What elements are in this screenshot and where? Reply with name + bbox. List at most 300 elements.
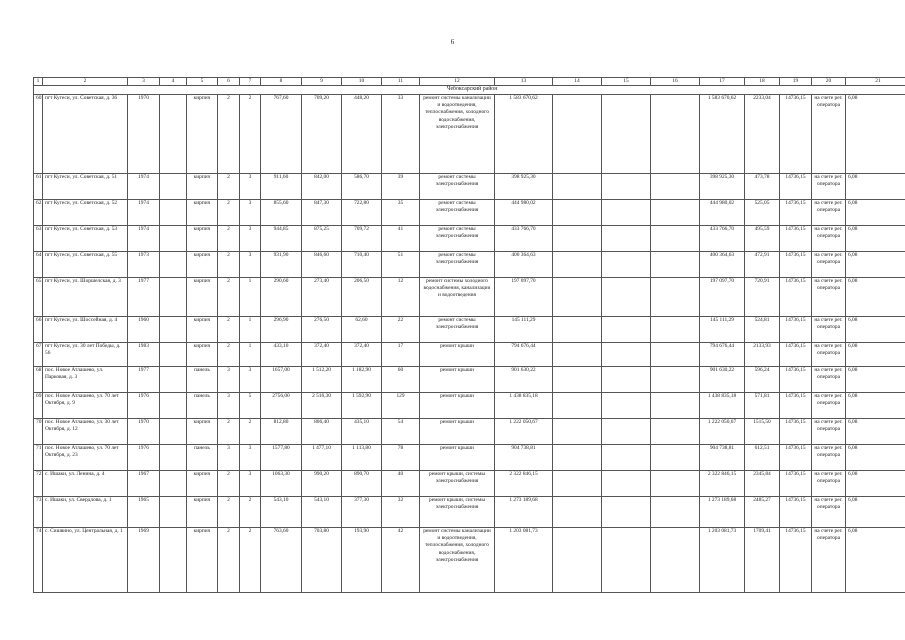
address-cell: пгт Кугеси, ул. 30 лет Победы, д. 56: [43, 343, 128, 367]
owned-area-cell: 435,10: [342, 419, 382, 445]
living-area-cell: 273,40: [302, 278, 342, 317]
owned-area-cell: 586,70: [342, 174, 382, 200]
unit-cost-cell: 720,91: [745, 278, 780, 317]
empty-cell: [651, 419, 700, 445]
table-row: [34, 252, 905, 278]
table-row: [34, 528, 905, 593]
total-area-cell: 763,60: [261, 528, 302, 593]
entrances-cell: 3: [240, 200, 261, 226]
empty-cell: [553, 445, 602, 471]
owned-area-cell: 206,50: [342, 278, 382, 317]
living-area-cell: 847,30: [302, 200, 342, 226]
empty-cell: [160, 317, 187, 343]
limit-cell: 14736,15: [780, 252, 812, 278]
owned-area-cell: 709,72: [342, 226, 382, 252]
work-type-cell: ремонт системы электроснабжения: [420, 317, 495, 343]
section-row: [34, 86, 905, 95]
year-built-cell: 1974: [128, 174, 160, 200]
floors-cell: 2: [218, 528, 240, 593]
address-cell: пгт Кугеси, ул. Советская, д. 51: [43, 174, 128, 200]
column-number-cell: 3: [128, 78, 160, 86]
limit-cell: 14736,15: [780, 393, 812, 419]
floors-cell: 3: [218, 367, 240, 393]
fund-method-cell: на счете рег. оператора: [812, 393, 846, 419]
limit-cell: 14736,15: [780, 317, 812, 343]
residents-cell: 35: [382, 200, 420, 226]
unit-cost-cell: 495,59: [745, 226, 780, 252]
empty-cell: [651, 471, 700, 497]
unit-cost-cell: 571,81: [745, 393, 780, 419]
living-area-cell: 846,60: [302, 252, 342, 278]
year-built-cell: 1976: [128, 445, 160, 471]
table-row: [34, 174, 905, 200]
empty-cell: [651, 200, 700, 226]
empty-cell: [651, 278, 700, 317]
work-type-cell: ремонт крыши: [420, 393, 495, 419]
fund-method-cell: на счете рег. оператора: [812, 497, 846, 528]
empty-cell: [602, 317, 651, 343]
year-built-cell: 1967: [128, 471, 160, 497]
floors-cell: 2: [218, 95, 240, 174]
total-area-cell: 855,60: [261, 200, 302, 226]
residents-cell: 51: [382, 252, 420, 278]
year-built-cell: 1977: [128, 367, 160, 393]
planned-year-cell: 6,08: [846, 278, 905, 317]
fund-method-cell: на счете рег. оператора: [812, 174, 846, 200]
table-row: [34, 471, 905, 497]
row-number: 65: [34, 278, 43, 317]
planned-year-cell: 6,08: [846, 226, 905, 252]
planned-year-cell: 6,08: [846, 419, 905, 445]
cost-cell: 1 222 050,67: [495, 419, 553, 445]
cost-cell: 145 111,29: [495, 317, 553, 343]
entrances-cell: 1: [240, 343, 261, 367]
total-cost-cell: 398 925,30: [700, 174, 745, 200]
unit-cost-cell: 524,81: [745, 317, 780, 343]
total-area-cell: 290,60: [261, 278, 302, 317]
empty-cell: [651, 367, 700, 393]
wall-material-cell: кирпич: [187, 278, 218, 317]
address-cell: пгт Кугеси, ул. Советская, д. 55: [43, 252, 128, 278]
wall-material-cell: кирпич: [187, 95, 218, 174]
empty-cell: [160, 343, 187, 367]
residents-cell: 60: [382, 367, 420, 393]
limit-cell: 14736,15: [780, 445, 812, 471]
empty-cell: [160, 252, 187, 278]
limit-cell: 14736,15: [780, 278, 812, 317]
living-area-cell: 842,00: [302, 174, 342, 200]
column-number-cell: 2: [43, 78, 128, 86]
empty-cell: [160, 95, 187, 174]
floors-cell: 2: [218, 471, 240, 497]
table-row: [34, 497, 905, 528]
entrances-cell: 2: [240, 497, 261, 528]
row-number: 71: [34, 445, 43, 471]
empty-cell: [553, 200, 602, 226]
row-number: 67: [34, 343, 43, 367]
empty-cell: [553, 278, 602, 317]
work-type-cell: ремонт системы холодного водоснабжения, канализации и водоотведения: [420, 278, 495, 317]
row-number: 62: [34, 200, 43, 226]
year-built-cell: 1974: [128, 200, 160, 226]
empty-cell: [602, 393, 651, 419]
column-number-cell: 8: [261, 78, 302, 86]
work-type-cell: ремонт крыши: [420, 419, 495, 445]
empty-cell: [651, 393, 700, 419]
empty-cell: [553, 528, 602, 593]
total-area-cell: 1657,00: [261, 367, 302, 393]
total-area-cell: 1577,80: [261, 445, 302, 471]
total-cost-cell: 145 111,29: [700, 317, 745, 343]
floors-cell: 2: [218, 317, 240, 343]
total-cost-cell: 1 222 050,67: [700, 419, 745, 445]
row-number: 69: [34, 393, 43, 419]
total-cost-cell: 1 203 081,73: [700, 528, 745, 593]
living-area-cell: 806,40: [302, 419, 342, 445]
unit-cost-cell: 596,24: [745, 367, 780, 393]
limit-cell: 14736,15: [780, 471, 812, 497]
empty-cell: [553, 419, 602, 445]
owned-area-cell: 372,40: [342, 343, 382, 367]
owned-area-cell: 1 113,80: [342, 445, 382, 471]
floors-cell: 3: [218, 393, 240, 419]
empty-cell: [602, 252, 651, 278]
column-number-cell: 14: [553, 78, 602, 86]
owned-area-cell: 890,70: [342, 471, 382, 497]
work-type-cell: ремонт крыши: [420, 445, 495, 471]
year-built-cell: 1965: [128, 497, 160, 528]
living-area-cell: 1 477,10: [302, 445, 342, 471]
limit-cell: 14736,15: [780, 226, 812, 252]
wall-material-cell: панель: [187, 445, 218, 471]
column-number-cell: 20: [812, 78, 846, 86]
wall-material-cell: кирпич: [187, 343, 218, 367]
column-number-cell: 16: [651, 78, 700, 86]
cost-cell: 2 322 846,15: [495, 471, 553, 497]
floors-cell: 2: [218, 200, 240, 226]
residents-cell: 32: [382, 497, 420, 528]
address-cell: пгт Кугеси, ул. Шоршелская, д. 3: [43, 278, 128, 317]
cost-cell: 904 738,81: [495, 445, 553, 471]
empty-cell: [602, 528, 651, 593]
residents-cell: 78: [382, 445, 420, 471]
wall-material-cell: панель: [187, 393, 218, 419]
empty-cell: [160, 528, 187, 593]
cost-cell: 901 630,22: [495, 367, 553, 393]
planned-year-cell: 6,08: [846, 174, 905, 200]
column-number-cell: 19: [780, 78, 812, 86]
wall-material-cell: кирпич: [187, 471, 218, 497]
floors-cell: 2: [218, 252, 240, 278]
total-area-cell: 767,60: [261, 95, 302, 174]
living-area-cell: 543,10: [302, 497, 342, 528]
year-built-cell: 1960: [128, 317, 160, 343]
row-number: 60: [34, 95, 43, 174]
work-type-cell: ремонт крыши: [420, 343, 495, 367]
empty-cell: [651, 95, 700, 174]
column-number-row: [34, 78, 905, 86]
work-type-cell: ремонт системы электроснабжения: [420, 200, 495, 226]
address-cell: пос. Новое Атлашево, ул. Парковая, д. 3: [43, 367, 128, 393]
empty-cell: [651, 497, 700, 528]
empty-cell: [553, 252, 602, 278]
empty-cell: [160, 471, 187, 497]
total-cost-cell: 794 676,44: [700, 343, 745, 367]
table-row: [34, 419, 905, 445]
empty-cell: [651, 528, 700, 593]
empty-cell: [602, 445, 651, 471]
total-cost-cell: 2 322 846,15: [700, 471, 745, 497]
residents-cell: 41: [382, 226, 420, 252]
planned-year-cell: 6,08: [846, 200, 905, 226]
planned-year-cell: 6,08: [846, 367, 905, 393]
residents-cell: 12: [382, 278, 420, 317]
empty-cell: [160, 445, 187, 471]
total-cost-cell: 400 364,63: [700, 252, 745, 278]
total-area-cell: 543,10: [261, 497, 302, 528]
work-type-cell: ремонт крыши, системы электроснабжения: [420, 497, 495, 528]
total-area-cell: 911,60: [261, 174, 302, 200]
living-area-cell: 709,20: [302, 95, 342, 174]
living-area-cell: 276,50: [302, 317, 342, 343]
unit-cost-cell: 1515,50: [745, 419, 780, 445]
living-area-cell: 2 516,30: [302, 393, 342, 419]
planned-year-cell: 6,08: [846, 528, 905, 593]
cost-cell: 1 203 081,73: [495, 528, 553, 593]
owned-area-cell: 377,30: [342, 497, 382, 528]
empty-cell: [651, 252, 700, 278]
limit-cell: 14736,15: [780, 497, 812, 528]
row-number: 63: [34, 226, 43, 252]
entrances-cell: 3: [240, 226, 261, 252]
owned-area-cell: 448,20: [342, 95, 382, 174]
living-area-cell: 703,80: [302, 528, 342, 593]
fund-method-cell: на счете рег. оператора: [812, 445, 846, 471]
wall-material-cell: кирпич: [187, 200, 218, 226]
unit-cost-cell: 2133,93: [745, 343, 780, 367]
empty-cell: [602, 471, 651, 497]
total-cost-cell: 1 273 189,68: [700, 497, 745, 528]
residents-cell: 17: [382, 343, 420, 367]
floors-cell: 2: [218, 497, 240, 528]
floors-cell: 2: [218, 419, 240, 445]
empty-cell: [553, 471, 602, 497]
cost-cell: 1 438 835,18: [495, 393, 553, 419]
address-cell: пгт Кугеси, ул. Советская, д. 36: [43, 95, 128, 174]
limit-cell: 14736,15: [780, 174, 812, 200]
table-row: [34, 200, 905, 226]
fund-method-cell: на счете рег. оператора: [812, 528, 846, 593]
unit-cost-cell: 1709,41: [745, 528, 780, 593]
owned-area-cell: 1 592,90: [342, 393, 382, 419]
limit-cell: 14736,15: [780, 95, 812, 174]
work-type-cell: ремонт системы электроснабжения: [420, 252, 495, 278]
empty-cell: [553, 174, 602, 200]
planned-year-cell: 6,08: [846, 343, 905, 367]
owned-area-cell: 193,90: [342, 528, 382, 593]
column-number-cell: 7: [240, 78, 261, 86]
residents-cell: 42: [382, 528, 420, 593]
floors-cell: 2: [218, 278, 240, 317]
cost-cell: 1 273 189,68: [495, 497, 553, 528]
repair-schedule-table: [33, 77, 905, 593]
work-type-cell: ремонт крыши, системы электроснабжения: [420, 471, 495, 497]
year-built-cell: 1969: [128, 528, 160, 593]
empty-cell: [602, 367, 651, 393]
planned-year-cell: 6,08: [846, 471, 905, 497]
residents-cell: 22: [382, 317, 420, 343]
column-number-cell: 11: [382, 78, 420, 86]
cost-cell: 197 097,70: [495, 278, 553, 317]
entrances-cell: 3: [240, 174, 261, 200]
row-number: 73: [34, 497, 43, 528]
table-row: [34, 445, 905, 471]
fund-method-cell: на счете рег. оператора: [812, 367, 846, 393]
limit-cell: 14736,15: [780, 200, 812, 226]
empty-cell: [553, 95, 602, 174]
fund-method-cell: на счете рег. оператора: [812, 226, 846, 252]
address-cell: пос. Новое Атлашево, ул. 70 лет Октября, д. 9: [43, 393, 128, 419]
column-number-cell: 10: [342, 78, 382, 86]
owned-area-cell: 62,60: [342, 317, 382, 343]
empty-cell: [602, 226, 651, 252]
empty-cell: [160, 497, 187, 528]
address-cell: пгт Кугеси, ул. Шоссейная, д. 4: [43, 317, 128, 343]
empty-cell: [160, 200, 187, 226]
address-cell: с. Ишаки, ул. Свердлова, д. 1: [43, 497, 128, 528]
fund-method-cell: на счете рег. оператора: [812, 200, 846, 226]
column-number-cell: 1: [34, 78, 43, 86]
row-number: 64: [34, 252, 43, 278]
table-row: [34, 343, 905, 367]
owned-area-cell: 1 182,90: [342, 367, 382, 393]
total-cost-cell: 197 097,70: [700, 278, 745, 317]
column-number-cell: 6: [218, 78, 240, 86]
table-row: [34, 317, 905, 343]
entrances-cell: 3: [240, 445, 261, 471]
column-number-cell: 18: [745, 78, 780, 86]
column-number-cell: 21: [846, 78, 905, 86]
limit-cell: 14736,15: [780, 528, 812, 593]
planned-year-cell: 6,08: [846, 445, 905, 471]
wall-material-cell: панель: [187, 367, 218, 393]
unit-cost-cell: 473,78: [745, 174, 780, 200]
living-area-cell: 990,20: [302, 471, 342, 497]
row-number: 72: [34, 471, 43, 497]
empty-cell: [602, 200, 651, 226]
unit-cost-cell: 525,05: [745, 200, 780, 226]
cost-cell: 433 766,70: [495, 226, 553, 252]
limit-cell: 14736,15: [780, 343, 812, 367]
planned-year-cell: 6,08: [846, 497, 905, 528]
floors-cell: 2: [218, 343, 240, 367]
table-body: [34, 78, 905, 593]
cost-cell: 1 583 670,62: [495, 95, 553, 174]
empty-cell: [553, 226, 602, 252]
empty-cell: [160, 174, 187, 200]
empty-cell: [160, 278, 187, 317]
limit-cell: 14736,15: [780, 367, 812, 393]
column-number-cell: 15: [602, 78, 651, 86]
residents-cell: 39: [382, 174, 420, 200]
fund-method-cell: на счете рег. оператора: [812, 278, 846, 317]
address-cell: пгт Кугеси, ул. Советская, д. 52: [43, 200, 128, 226]
total-cost-cell: 1 583 670,62: [700, 95, 745, 174]
planned-year-cell: 6,08: [846, 393, 905, 419]
work-type-cell: ремонт крыши: [420, 367, 495, 393]
empty-cell: [160, 226, 187, 252]
empty-cell: [553, 317, 602, 343]
address-cell: пос. Новое Атлашево, ул. 30 лет Октября, д. 12: [43, 419, 128, 445]
entrances-cell: 2: [240, 419, 261, 445]
column-number-cell: 5: [187, 78, 218, 86]
row-number: 68: [34, 367, 43, 393]
table-row: [34, 278, 905, 317]
total-area-cell: 931,90: [261, 252, 302, 278]
limit-cell: 14736,15: [780, 419, 812, 445]
year-built-cell: 1973: [128, 252, 160, 278]
column-number-cell: 4: [160, 78, 187, 86]
address-cell: с. Ишаки, ул. Ленина, д. 4: [43, 471, 128, 497]
wall-material-cell: кирпич: [187, 226, 218, 252]
planned-year-cell: 6,08: [846, 95, 905, 174]
entrances-cell: 3: [240, 252, 261, 278]
empty-cell: [651, 174, 700, 200]
living-area-cell: 875,25: [302, 226, 342, 252]
year-built-cell: 1970: [128, 95, 160, 174]
empty-cell: [553, 367, 602, 393]
address-cell: пгт Кугеси, ул. Советская, д. 53: [43, 226, 128, 252]
floors-cell: 3: [218, 445, 240, 471]
planned-year-cell: 6,08: [846, 252, 905, 278]
empty-cell: [160, 419, 187, 445]
page-number: 6: [450, 38, 455, 46]
empty-cell: [651, 317, 700, 343]
empty-cell: [602, 174, 651, 200]
section-title: Чебоксарский район: [34, 86, 905, 95]
column-number-cell: 13: [495, 78, 553, 86]
empty-cell: [651, 445, 700, 471]
work-type-cell: ремонт системы электроснабжения: [420, 226, 495, 252]
total-cost-cell: 1 438 835,18: [700, 393, 745, 419]
row-number: 66: [34, 317, 43, 343]
row-number: 61: [34, 174, 43, 200]
owned-area-cell: 710,40: [342, 252, 382, 278]
fund-method-cell: на счете рег. оператора: [812, 419, 846, 445]
wall-material-cell: кирпич: [187, 252, 218, 278]
total-area-cell: 1063,30: [261, 471, 302, 497]
entrances-cell: 1: [240, 317, 261, 343]
unit-cost-cell: 2485,27: [745, 497, 780, 528]
empty-cell: [651, 226, 700, 252]
empty-cell: [602, 497, 651, 528]
wall-material-cell: кирпич: [187, 174, 218, 200]
empty-cell: [602, 343, 651, 367]
living-area-cell: 372,40: [302, 343, 342, 367]
column-number-cell: 12: [420, 78, 495, 86]
total-area-cell: 433,10: [261, 343, 302, 367]
work-type-cell: ремонт системы канализации и водоотведения, теплоснабжения, холодного водоснабжения, электроснабжения: [420, 95, 495, 174]
total-cost-cell: 901 630,22: [700, 367, 745, 393]
wall-material-cell: кирпич: [187, 497, 218, 528]
empty-cell: [651, 343, 700, 367]
cost-cell: 398 925,30: [495, 174, 553, 200]
total-area-cell: 944,85: [261, 226, 302, 252]
table-row: [34, 367, 905, 393]
empty-cell: [553, 343, 602, 367]
year-built-cell: 1977: [128, 278, 160, 317]
fund-method-cell: на счете рег. оператора: [812, 252, 846, 278]
